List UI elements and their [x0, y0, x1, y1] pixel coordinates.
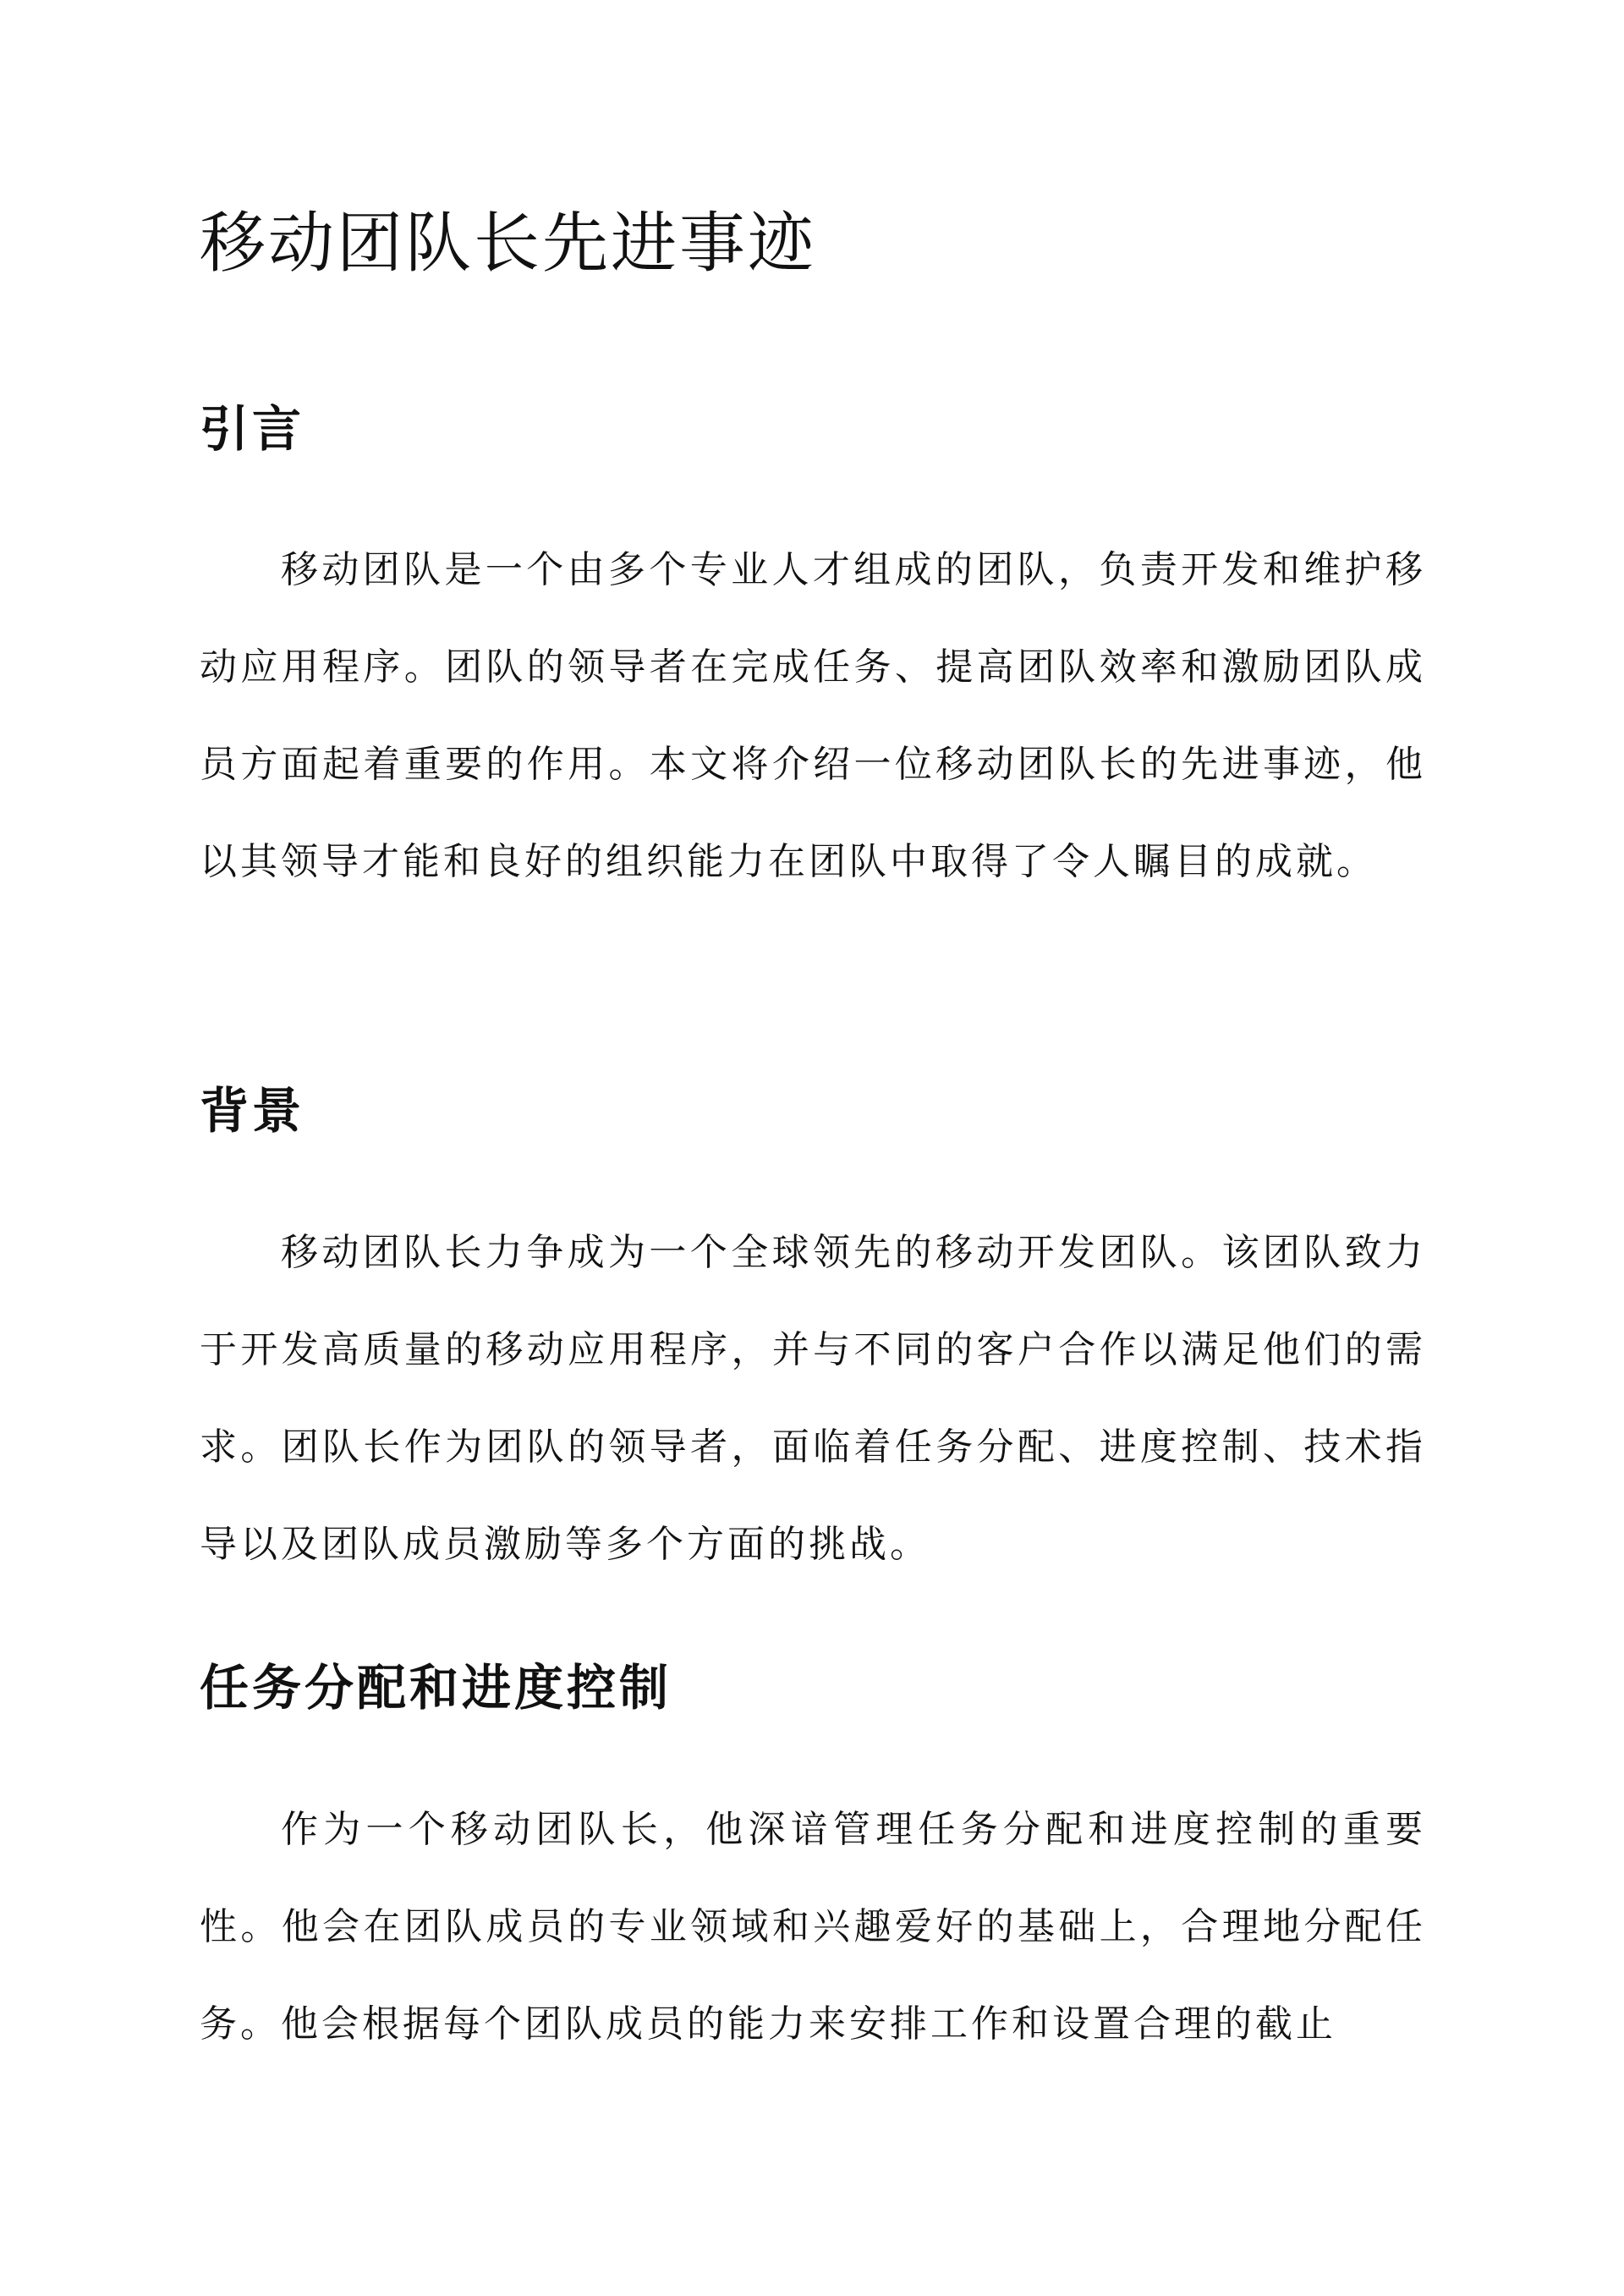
- document-title: 移动团队长先进事迹: [200, 206, 817, 282]
- section-paragraph-background: 移动团队长力争成为一个全球领先的移动开发团队。该团队致力于开发高质量的移动应用程序，并与不同的客户合作以满足他们的需求。团队长作为团队的领导者，面临着任务分配、进度控制、技术指导以及团队成员激励等多个方面的挑战。: [200, 1231, 1426, 1566]
- section-heading-background: 背景: [200, 1082, 305, 1140]
- section-paragraph-task-allocation: 作为一个移动团队长，他深谙管理任务分配和进度控制的重要性。他会在团队成员的专业领域和兴趣爱好的基础上，合理地分配任务。他会根据每个团队成员的能力来安排工作和设置合理的截止: [200, 1808, 1426, 2046]
- section-heading-task-allocation: 任务分配和进度控制: [200, 1659, 672, 1717]
- section-paragraph-introduction: 移动团队是一个由多个专业人才组成的团队，负责开发和维护移动应用程序。团队的领导者在完成任务、提高团队效率和激励团队成员方面起着重要的作用。本文将介绍一位移动团队长的先进事迹，他以其领导才能和良好的组织能力在团队中取得了令人瞩目的成就。: [200, 548, 1426, 883]
- section-heading-introduction: 引言: [200, 400, 305, 458]
